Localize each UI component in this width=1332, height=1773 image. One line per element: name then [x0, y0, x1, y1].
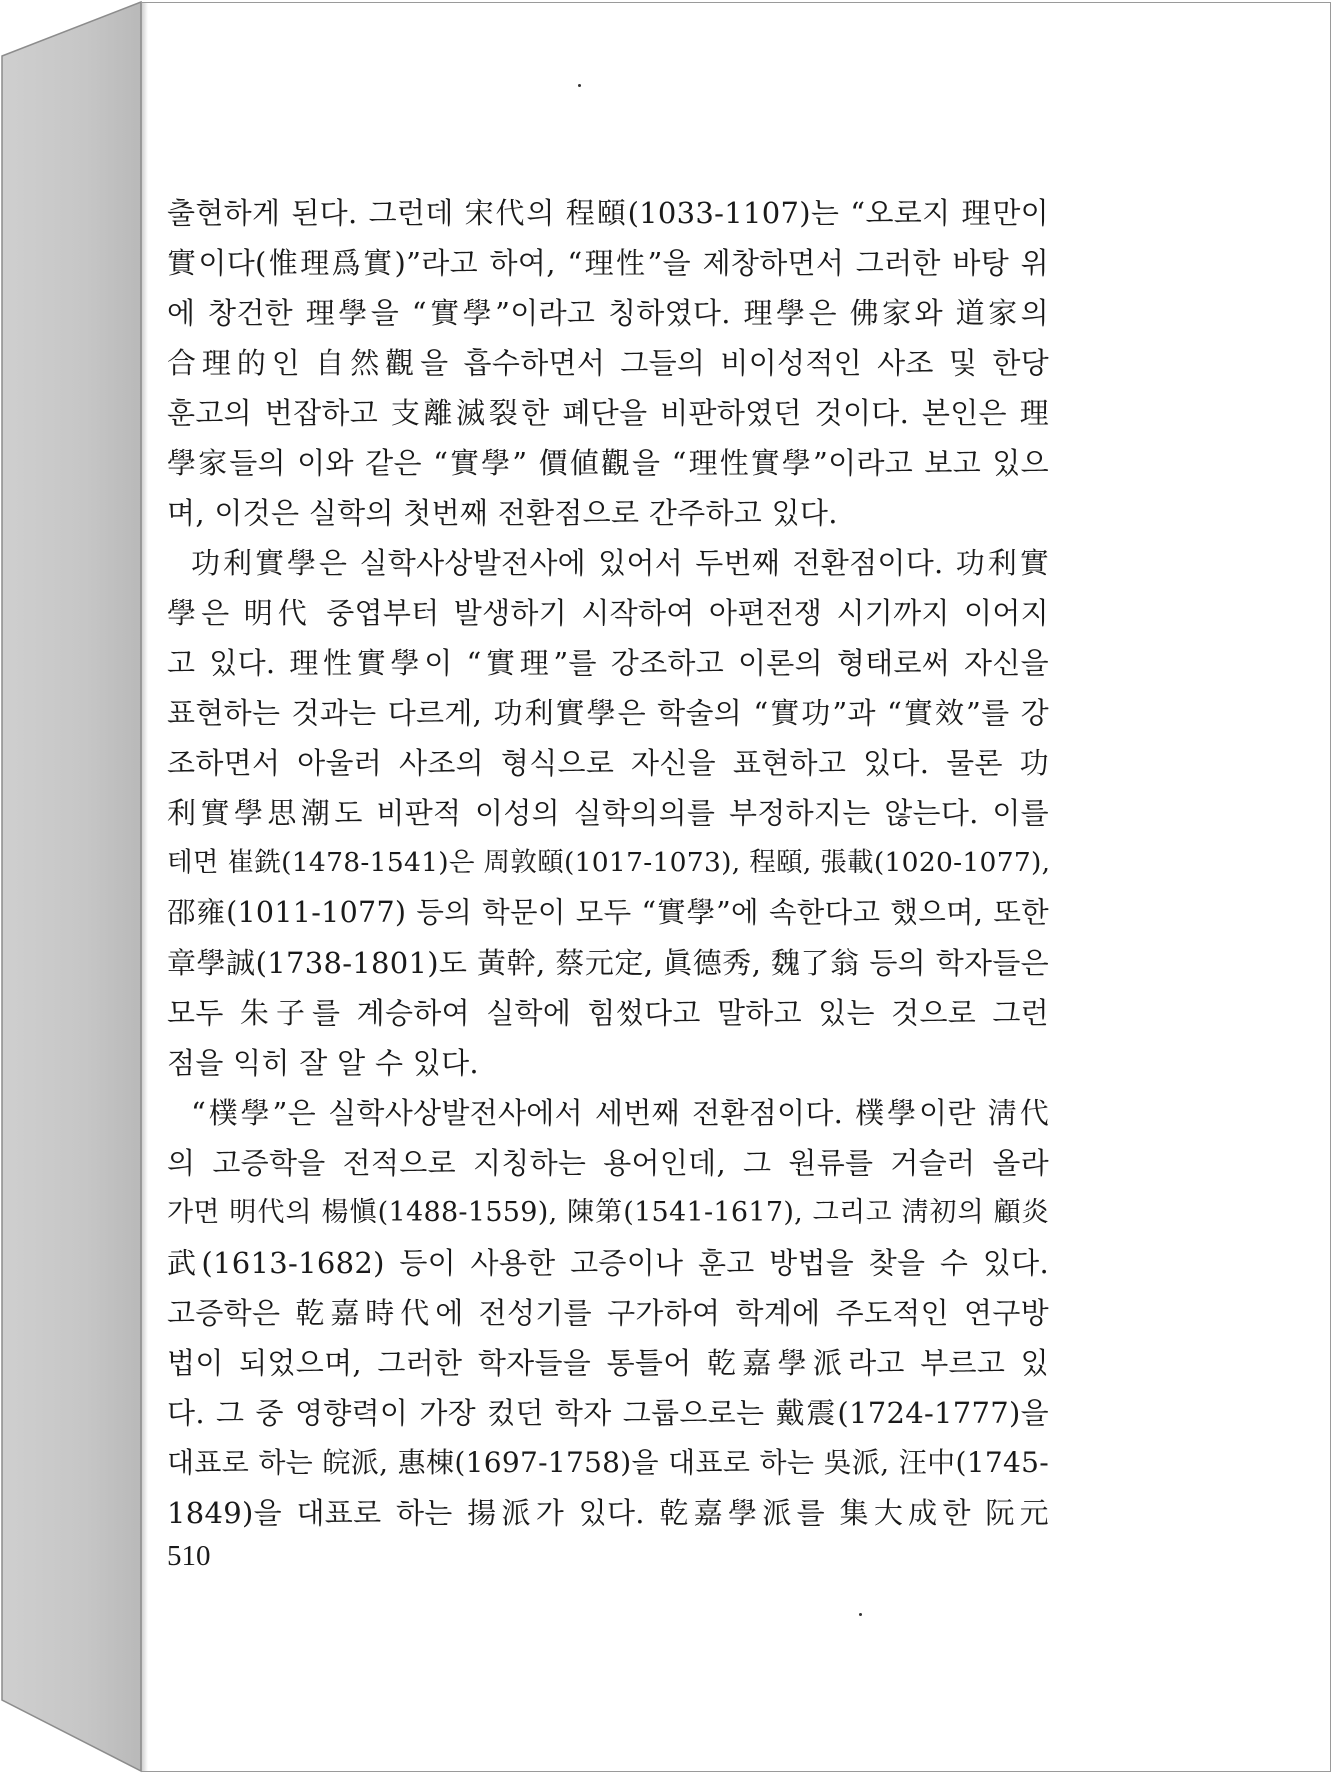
text-line: 고증학은 乾嘉時代에 전성기를 구가하여 학계에 주도적인 연구방: [167, 1296, 1049, 1330]
dust-speck: [859, 1613, 862, 1616]
text-line: 며, 이것은 실학의 첫번째 전환점으로 간주하고 있다.: [167, 496, 838, 530]
text-line: 章學誠(1738-1801)도 黃幹, 蔡元定, 眞德秀, 魏了翁 등의 학자들은: [167, 946, 1049, 980]
text-line: 출현하게 된다. 그런데 宋代의 程頤(1033-1107)는 “오로지 理만이: [167, 196, 1049, 230]
text-line: 대표로 하는 皖派, 惠棟(1697-1758)을 대표로 하는 吳派, 汪中(1745-: [167, 1446, 1049, 1479]
text-line: 고 있다. 理性實學이 “實理”를 강조하고 이론의 형태로써 자신을: [167, 646, 1049, 680]
text-line: 테면 崔銑(1478-1541)은 周敦頤(1017-1073), 程頤, 張載(1020-1077),: [167, 847, 1051, 878]
text-line: 功利實學은 실학사상발전사에 있어서 두번째 전환점이다. 功利實: [191, 546, 1049, 580]
text-line: 가면 明代의 楊愼(1488-1559), 陳第(1541-1617), 그리고 淸初의 顧炎: [167, 1197, 1049, 1228]
text-line: 學은 明代 중엽부터 발생하기 시작하여 아편전쟁 시기까지 이어지: [167, 596, 1049, 630]
text-line: 에 창건한 理學을 “實學”이라고 칭하였다. 理學은 佛家와 道家의: [167, 296, 1049, 330]
text-line: 훈고의 번잡하고 支離滅裂한 폐단을 비판하였던 것이다. 본인은 理: [167, 396, 1049, 430]
text-line: 다. 그 중 영향력이 가장 컸던 학자 그룹으로는 戴震(1724-1777)을: [167, 1396, 1049, 1430]
text-line: 법이 되었으며, 그러한 학자들을 통틀어 乾嘉學派라고 부르고 있: [167, 1346, 1049, 1380]
body-text: [167, 188, 1049, 1538]
text-line: 표현하는 것과는 다르게, 功利實學은 학술의 “實功”과 “實效”를 강: [167, 696, 1049, 730]
dust-speck: [578, 84, 581, 87]
text-line: 1849)을 대표로 하는 揚派가 있다. 乾嘉學派를 集大成한 阮元: [167, 1496, 1049, 1530]
text-line: 모두 朱子를 계승하여 실학에 힘썼다고 말하고 있는 것으로 그런: [167, 996, 1049, 1030]
text-line: 實이다(惟理爲實)”라고 하여, “理性”을 제창하면서 그러한 바탕 위: [167, 246, 1049, 280]
text-line: “樸學”은 실학사상발전사에서 세번째 전환점이다. 樸學이란 淸代: [191, 1096, 1049, 1130]
page-number: 510: [167, 1540, 211, 1572]
text-line: 合理的인 自然觀을 흡수하면서 그들의 비이성적인 사조 및 한당: [167, 346, 1049, 380]
text-line: 邵雍(1011-1077) 등의 학문이 모두 “實學”에 속한다고 했으며, 또한: [167, 896, 1049, 929]
text-line: 學家들의 이와 같은 “實學” 價値觀을 “理性實學”이라고 보고 있으: [167, 446, 1049, 480]
text-line: 의 고증학을 전적으로 지칭하는 용어인데, 그 원류를 거슬러 올라: [167, 1146, 1049, 1180]
text-line: 利實學思潮도 비판적 이성의 실학의의를 부정하지는 않는다. 이를: [167, 796, 1049, 830]
text-line: 武(1613-1682) 등이 사용한 고증이나 훈고 방법을 찾을 수 있다.: [167, 1246, 1049, 1280]
text-line: 점을 익히 잘 알 수 있다.: [167, 1046, 479, 1080]
text-line: 조하면서 아울러 사조의 형식으로 자신을 표현하고 있다. 물론 功: [167, 746, 1049, 780]
